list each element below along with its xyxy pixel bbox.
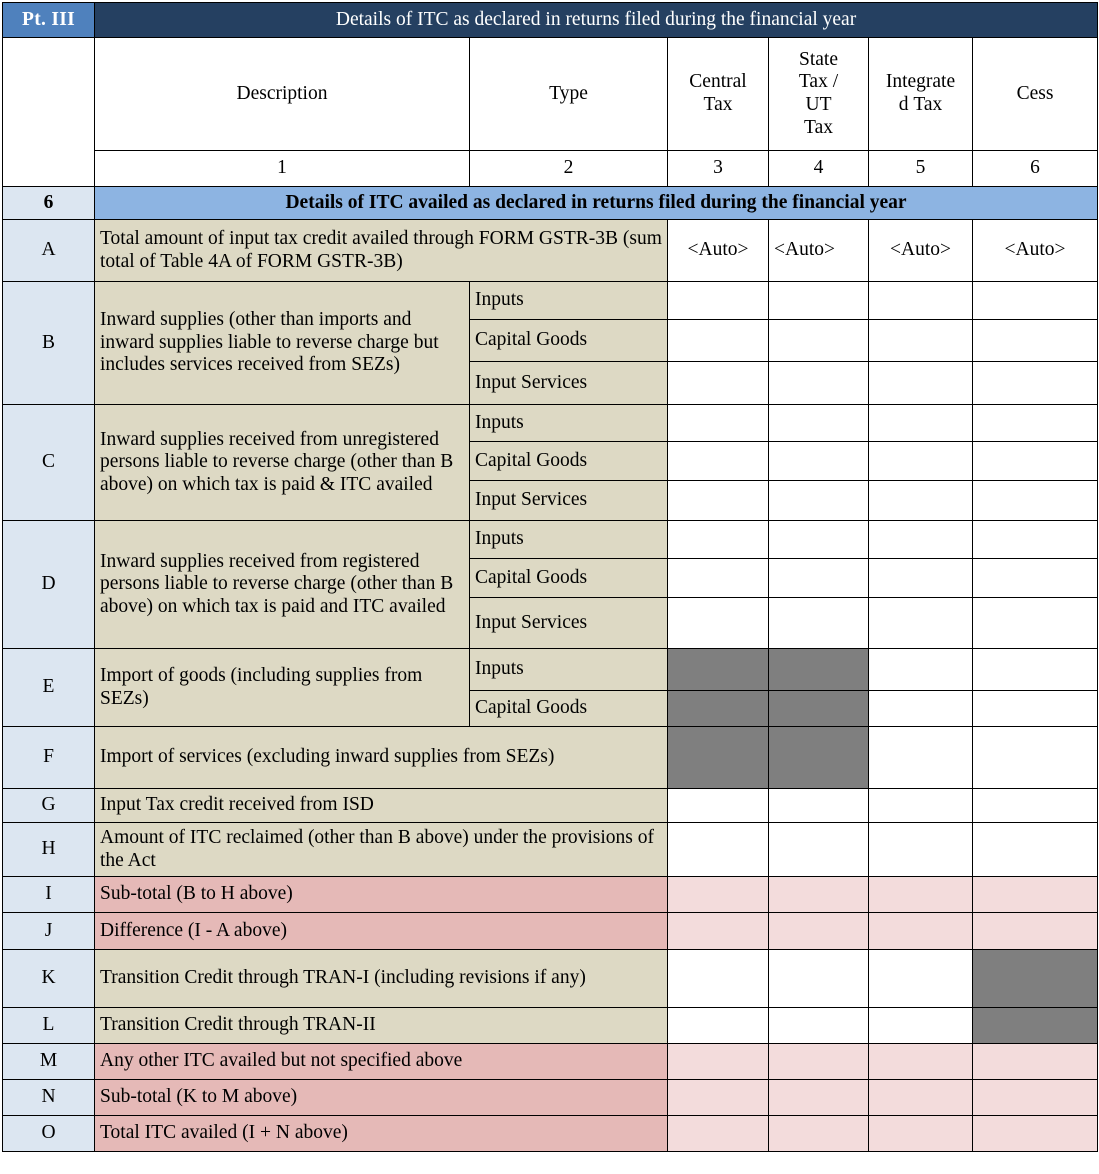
row-description-f: Import of services (excluding inward supplies from SEZs): [95, 727, 668, 789]
section-index: 6: [3, 187, 95, 220]
cell-m-central-tax[interactable]: [668, 1044, 769, 1080]
cell-e-capital-goods-state-tax-blocked: [769, 691, 869, 727]
column-number-1: 1: [95, 151, 470, 187]
cell-e-inputs-integrated-tax[interactable]: [869, 649, 973, 691]
cell-e-inputs-state-tax-blocked: [769, 649, 869, 691]
row-description-k: Transition Credit through TRAN-I (including revisions if any): [95, 950, 668, 1008]
cell-b-inputs-integrated-tax[interactable]: [869, 282, 973, 320]
cell-e-capital-goods-integrated-tax[interactable]: [869, 691, 973, 727]
row-b-type-inputs: Inputs: [470, 282, 668, 320]
cell-l-cess-blocked: [973, 1008, 1098, 1044]
cell-m-integrated-tax[interactable]: [869, 1044, 973, 1080]
cell-d-capital-goods-central-tax[interactable]: [668, 559, 769, 598]
cell-j-cess[interactable]: [973, 913, 1098, 950]
cell-f-state-tax-blocked: [769, 727, 869, 789]
cell-c-input-services-state-tax[interactable]: [769, 481, 869, 521]
cell-e-capital-goods-cess[interactable]: [973, 691, 1098, 727]
column-header-type: Type: [470, 38, 668, 151]
row-e-type-capital-goods: Capital Goods: [470, 691, 668, 727]
row-label-k: K: [3, 950, 95, 1008]
cell-j-state-tax[interactable]: [769, 913, 869, 950]
part-label: Pt. III: [3, 3, 95, 38]
cell-d-inputs-state-tax[interactable]: [769, 521, 869, 559]
table-row-m: [3, 1044, 1098, 1080]
row-label-e: E: [3, 649, 95, 727]
cell-c-capital-goods-integrated-tax[interactable]: [869, 442, 973, 481]
row-b-type-input-services: Input Services: [470, 362, 668, 405]
row-label-a: A: [3, 220, 95, 282]
cell-b-input-services-integrated-tax[interactable]: [869, 362, 973, 405]
table-row-c-inputs: [3, 405, 1098, 442]
cell-j-central-tax[interactable]: [668, 913, 769, 950]
table-row-e-inputs: [3, 649, 1098, 691]
row-description-e: Import of goods (including supplies from SEZs): [95, 649, 470, 727]
cell-k-central-tax[interactable]: [668, 950, 769, 1008]
row-description-o: Total ITC availed (I + N above): [95, 1116, 668, 1152]
column-header-row: [3, 38, 1098, 151]
row-c-type-inputs: Inputs: [470, 405, 668, 442]
row-description-g: Input Tax credit received from ISD: [95, 789, 668, 823]
row-description-b: Inward supplies (other than imports and inward supplies liable to reverse charge but includes services received from SEZs): [95, 282, 470, 405]
cell-d-inputs-cess[interactable]: [973, 521, 1098, 559]
cell-b-input-services-central-tax[interactable]: [668, 362, 769, 405]
row-label-i: I: [3, 877, 95, 913]
cell-c-capital-goods-cess[interactable]: [973, 442, 1098, 481]
column-header-cess: Cess: [973, 38, 1098, 151]
cell-i-integrated-tax[interactable]: [869, 877, 973, 913]
part-title-row: [3, 3, 1098, 38]
cell-e-capital-goods-central-tax-blocked: [668, 691, 769, 727]
row-label-d: D: [3, 521, 95, 649]
cell-c-capital-goods-central-tax[interactable]: [668, 442, 769, 481]
cell-g-integrated-tax[interactable]: [869, 789, 973, 823]
row-label-n: N: [3, 1080, 95, 1116]
row-d-type-input-services: Input Services: [470, 598, 668, 649]
cell-m-state-tax[interactable]: [769, 1044, 869, 1080]
cell-b-capital-goods-state-tax[interactable]: [769, 320, 869, 362]
cell-o-central-tax[interactable]: [668, 1116, 769, 1152]
cell-o-integrated-tax[interactable]: [869, 1116, 973, 1152]
cell-k-state-tax[interactable]: [769, 950, 869, 1008]
row-label-l: L: [3, 1008, 95, 1044]
cell-d-inputs-central-tax[interactable]: [668, 521, 769, 559]
row-label-b: B: [3, 282, 95, 405]
cell-b-capital-goods-cess[interactable]: [973, 320, 1098, 362]
row-label-g: G: [3, 789, 95, 823]
table-row-j: [3, 913, 1098, 950]
table-row-d-inputs: [3, 521, 1098, 559]
cell-n-cess[interactable]: [973, 1080, 1098, 1116]
row-label-j: J: [3, 913, 95, 950]
row-label-c: C: [3, 405, 95, 521]
cell-a-cess[interactable]: <Auto>: [973, 220, 1098, 282]
column-number-row: [3, 151, 1098, 187]
column-header-central-tax: Central Tax: [668, 38, 769, 151]
table-row-k: [3, 950, 1098, 1008]
cell-h-state-tax[interactable]: [769, 823, 869, 877]
table-row-i: [3, 877, 1098, 913]
cell-d-capital-goods-integrated-tax[interactable]: [869, 559, 973, 598]
cell-d-input-services-state-tax[interactable]: [769, 598, 869, 649]
cell-b-input-services-state-tax[interactable]: [769, 362, 869, 405]
cell-l-state-tax[interactable]: [769, 1008, 869, 1044]
cell-d-input-services-central-tax[interactable]: [668, 598, 769, 649]
itc-details-table: [2, 2, 1098, 1152]
row-label-o: O: [3, 1116, 95, 1152]
column-header-integrated-tax: Integrate d Tax: [869, 38, 973, 151]
cell-n-integrated-tax[interactable]: [869, 1080, 973, 1116]
table-row-l: [3, 1008, 1098, 1044]
cell-d-capital-goods-cess[interactable]: [973, 559, 1098, 598]
cell-c-inputs-state-tax[interactable]: [769, 405, 869, 442]
section-6-row: [3, 187, 1098, 220]
cell-o-cess[interactable]: [973, 1116, 1098, 1152]
table-row-b-inputs: [3, 282, 1098, 320]
row-description-a: Total amount of input tax credit availed through FORM GSTR-3B (sum total of Table 4A of FORM GSTR-3B): [95, 220, 668, 282]
row-b-type-capital-goods: Capital Goods: [470, 320, 668, 362]
cell-d-inputs-integrated-tax[interactable]: [869, 521, 973, 559]
column-number-6: 6: [973, 151, 1098, 187]
cell-i-state-tax[interactable]: [769, 877, 869, 913]
cell-f-integrated-tax[interactable]: [869, 727, 973, 789]
row-e-type-inputs: Inputs: [470, 649, 668, 691]
cell-n-state-tax[interactable]: [769, 1080, 869, 1116]
cell-c-input-services-central-tax[interactable]: [668, 481, 769, 521]
table-row-f: [3, 727, 1098, 789]
cell-a-state-tax[interactable]: <Auto>: [769, 220, 869, 282]
row-d-type-inputs: Inputs: [470, 521, 668, 559]
row-description-i: Sub-total (B to H above): [95, 877, 668, 913]
cell-a-integrated-tax[interactable]: <Auto>: [869, 220, 973, 282]
row-c-type-capital-goods: Capital Goods: [470, 442, 668, 481]
cell-b-capital-goods-central-tax[interactable]: [668, 320, 769, 362]
cell-b-inputs-state-tax[interactable]: [769, 282, 869, 320]
column-number-4: 4: [769, 151, 869, 187]
cell-i-central-tax[interactable]: [668, 877, 769, 913]
column-number-3: 3: [668, 151, 769, 187]
column-header-description: Description: [95, 38, 470, 151]
cell-d-capital-goods-state-tax[interactable]: [769, 559, 869, 598]
cell-c-input-services-cess[interactable]: [973, 481, 1098, 521]
cell-b-inputs-cess[interactable]: [973, 282, 1098, 320]
column-number-2: 2: [470, 151, 668, 187]
row-description-c: Inward supplies received from unregistered persons liable to reverse charge (other than B above) on which tax is paid & ITC availed: [95, 405, 470, 521]
cell-o-state-tax[interactable]: [769, 1116, 869, 1152]
column-header-state-tax: State Tax / UT Tax: [769, 38, 869, 151]
cell-c-inputs-integrated-tax[interactable]: [869, 405, 973, 442]
part-title: Details of ITC as declared in returns filed during the financial year: [95, 3, 1098, 38]
row-description-j: Difference (I - A above): [95, 913, 668, 950]
cell-g-cess[interactable]: [973, 789, 1098, 823]
row-description-n: Sub-total (K to M above): [95, 1080, 668, 1116]
cell-c-capital-goods-state-tax[interactable]: [769, 442, 869, 481]
cell-c-inputs-cess[interactable]: [973, 405, 1098, 442]
table-row-h: [3, 823, 1098, 877]
cell-b-inputs-central-tax[interactable]: [668, 282, 769, 320]
cell-i-cess[interactable]: [973, 877, 1098, 913]
row-label-m: M: [3, 1044, 95, 1080]
table-row-o: [3, 1116, 1098, 1152]
row-label-f: F: [3, 727, 95, 789]
cell-g-state-tax[interactable]: [769, 789, 869, 823]
cell-f-central-tax-blocked: [668, 727, 769, 789]
cell-d-input-services-cess[interactable]: [973, 598, 1098, 649]
cell-c-input-services-integrated-tax[interactable]: [869, 481, 973, 521]
cell-h-central-tax[interactable]: [668, 823, 769, 877]
cell-b-input-services-cess[interactable]: [973, 362, 1098, 405]
cell-a-central-tax[interactable]: <Auto>: [668, 220, 769, 282]
cell-k-integrated-tax[interactable]: [869, 950, 973, 1008]
cell-d-input-services-integrated-tax[interactable]: [869, 598, 973, 649]
cell-k-cess-blocked: [973, 950, 1098, 1008]
table-row-n: [3, 1080, 1098, 1116]
header-corner-blank: [3, 38, 95, 187]
row-description-d: Inward supplies received from registered persons liable to reverse charge (other than B above) on which tax is paid and ITC availed: [95, 521, 470, 649]
cell-m-cess[interactable]: [973, 1044, 1098, 1080]
section-title: Details of ITC availed as declared in returns filed during the financial year: [95, 187, 1098, 220]
cell-b-capital-goods-integrated-tax[interactable]: [869, 320, 973, 362]
row-label-h: H: [3, 823, 95, 877]
cell-h-cess[interactable]: [973, 823, 1098, 877]
row-description-h: Amount of ITC reclaimed (other than B above) under the provisions of the Act: [95, 823, 668, 877]
cell-l-integrated-tax[interactable]: [869, 1008, 973, 1044]
row-d-type-capital-goods: Capital Goods: [470, 559, 668, 598]
row-c-type-input-services: Input Services: [470, 481, 668, 521]
cell-e-inputs-central-tax-blocked: [668, 649, 769, 691]
column-number-5: 5: [869, 151, 973, 187]
row-description-m: Any other ITC availed but not specified above: [95, 1044, 668, 1080]
table-row-a: [3, 220, 1098, 282]
cell-l-central-tax[interactable]: [668, 1008, 769, 1044]
cell-e-inputs-cess[interactable]: [973, 649, 1098, 691]
cell-n-central-tax[interactable]: [668, 1080, 769, 1116]
cell-c-inputs-central-tax[interactable]: [668, 405, 769, 442]
cell-j-integrated-tax[interactable]: [869, 913, 973, 950]
cell-g-central-tax[interactable]: [668, 789, 769, 823]
table-row-g: [3, 789, 1098, 823]
row-description-l: Transition Credit through TRAN-II: [95, 1008, 668, 1044]
cell-h-integrated-tax[interactable]: [869, 823, 973, 877]
cell-f-cess[interactable]: [973, 727, 1098, 789]
